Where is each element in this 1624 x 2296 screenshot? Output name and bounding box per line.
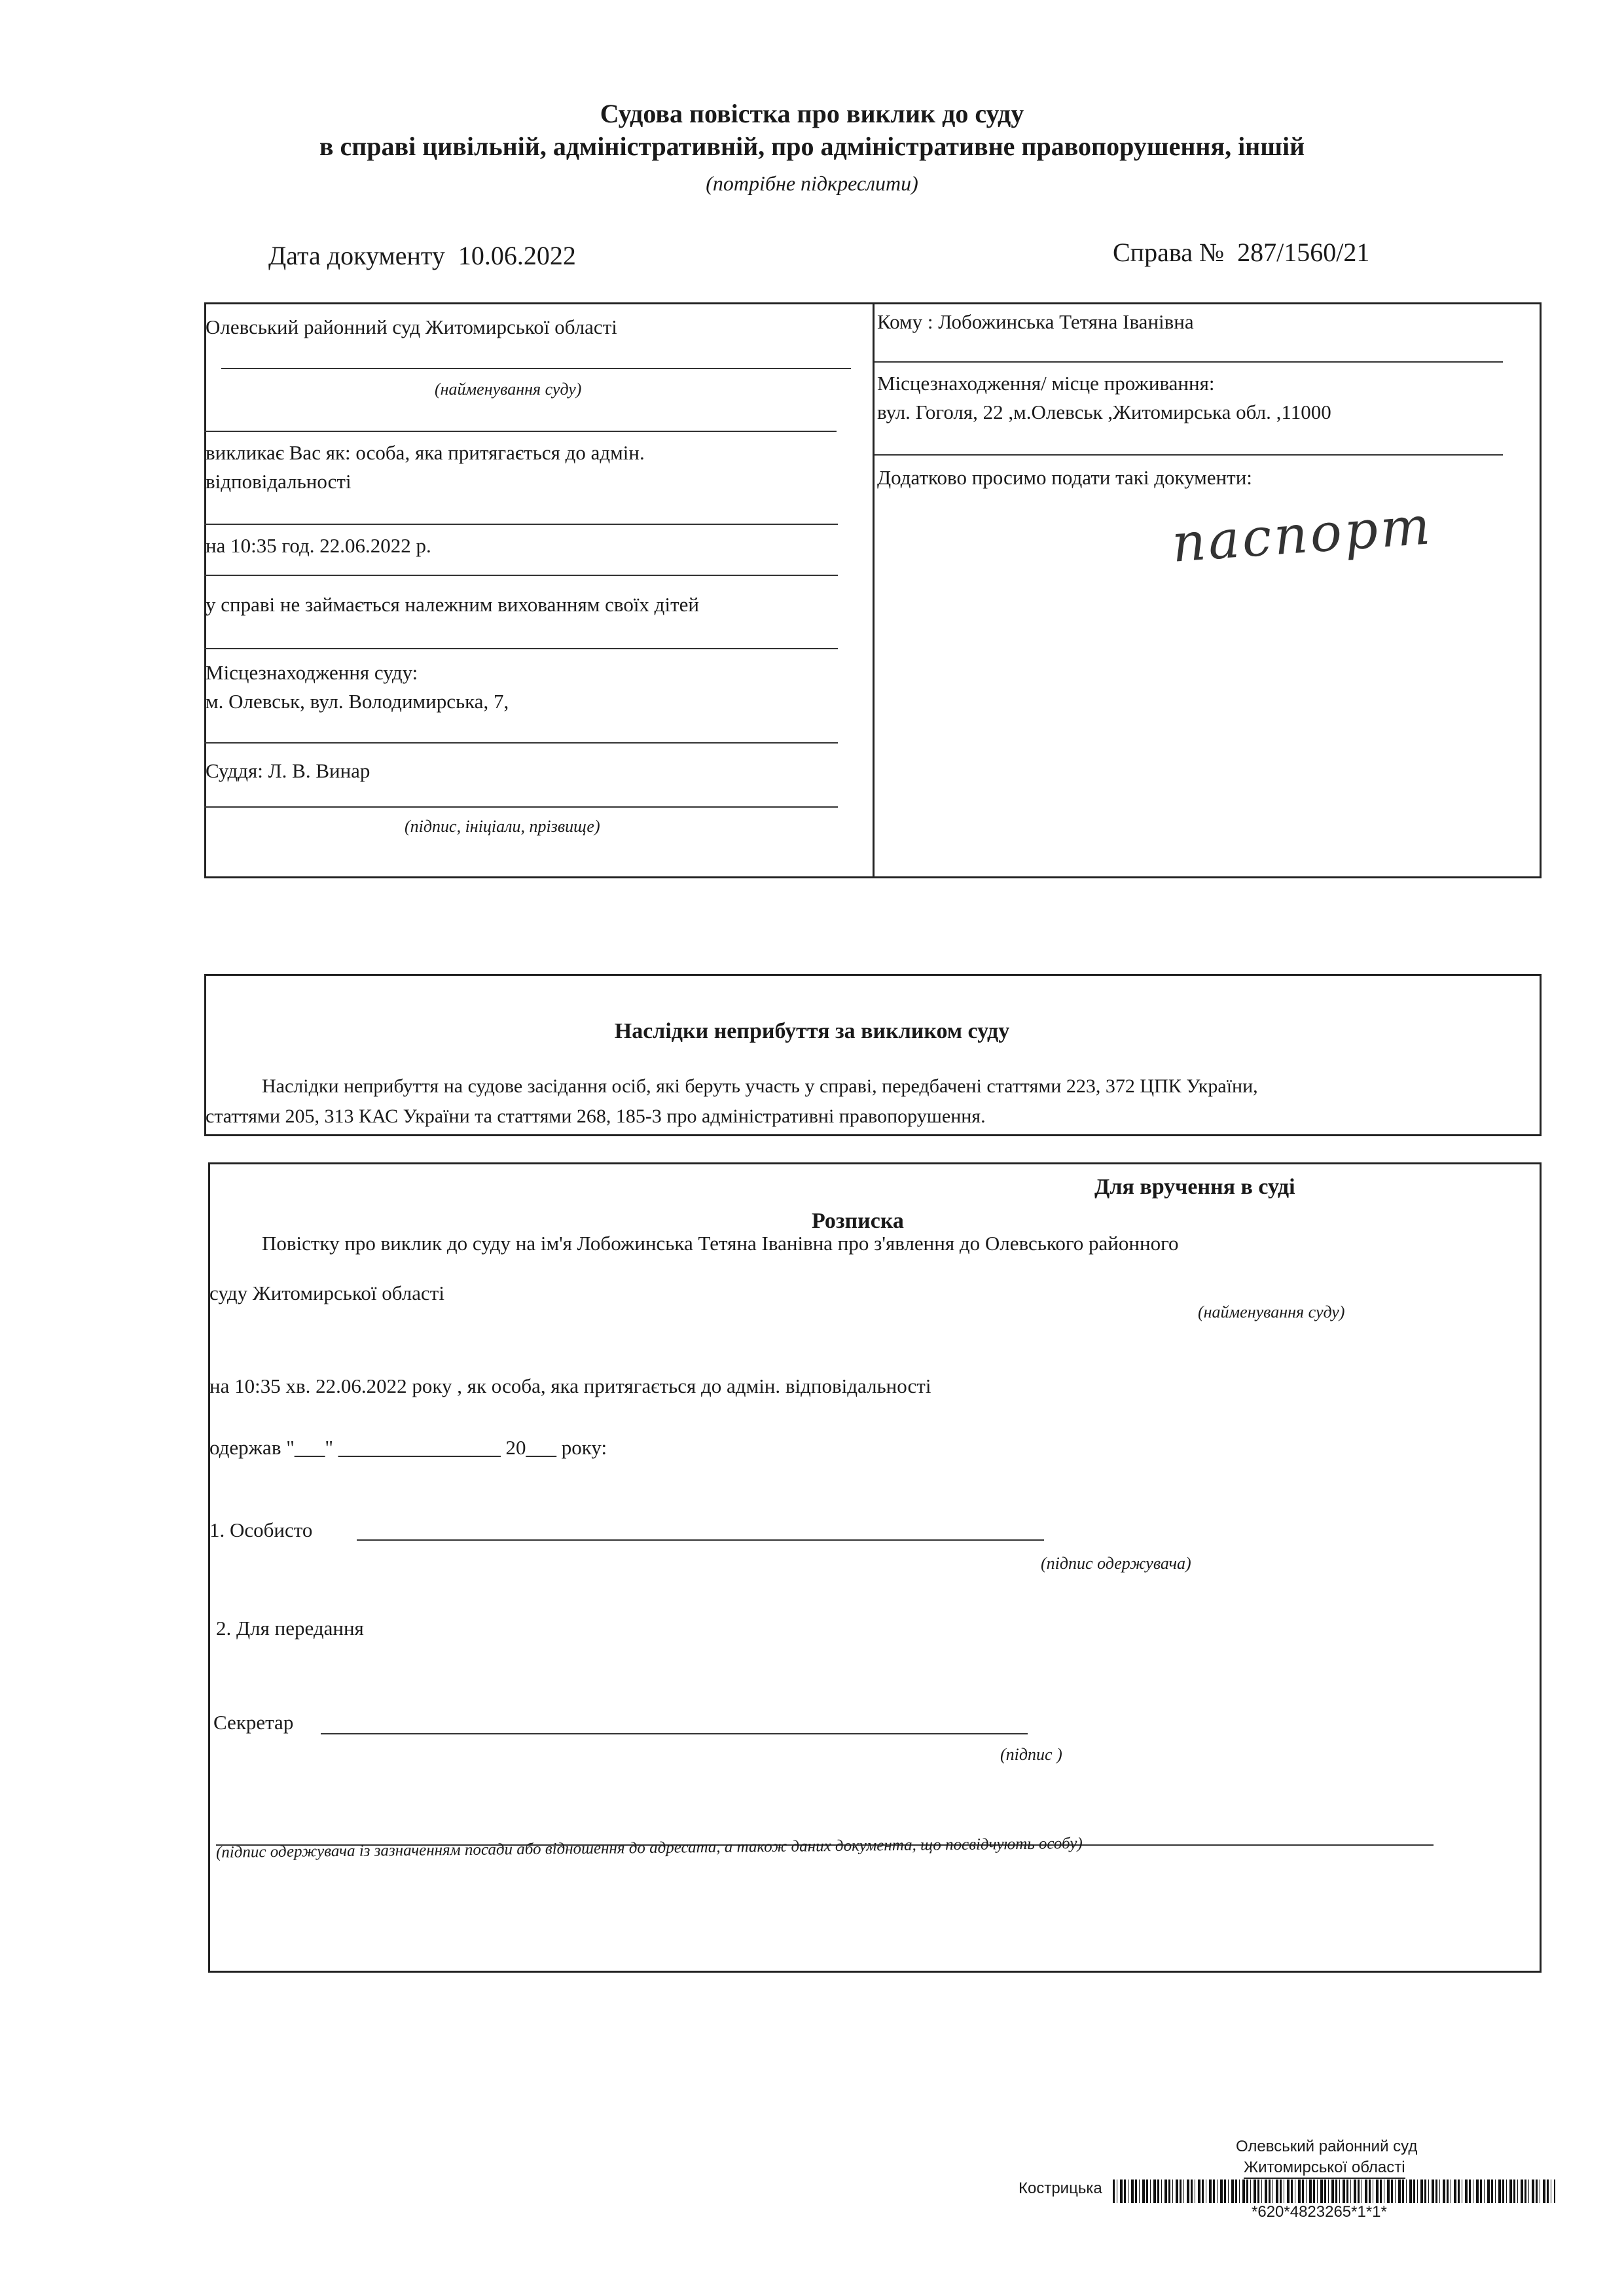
case-label: Справа №	[1113, 238, 1225, 267]
consequences-title: Наслідки неприбуття за викликом суду	[614, 1019, 1010, 1043]
for-transfer-label: 2. Для передання	[216, 1617, 364, 1640]
date-label: Дата документу	[268, 241, 445, 270]
court-location-value: м. Олевськ, вул. Володимирська, 7,	[206, 690, 509, 713]
recipient-signature-caption: (підпис одержувача)	[1041, 1554, 1191, 1573]
date-value: 10.06.2022	[458, 241, 576, 270]
judge-name: Суддя: Л. В. Винар	[206, 759, 370, 782]
recipient: Кому : Лобожинська Тетяна Іванівна	[877, 310, 1194, 333]
secretary-signature-line	[321, 1733, 1028, 1734]
consequences-text-line2: статтями 205, 313 КАС України та статтями 268, 185-3 про адміністративні правопорушення.	[206, 1105, 986, 1127]
personally-signature-line	[357, 1539, 1044, 1541]
court-name-caption: (найменування суду)	[435, 380, 582, 399]
barcode	[1113, 2179, 1555, 2203]
received-line: одержав "___" ________________ 20___ року:	[209, 1436, 607, 1459]
underline-note: (потрібне підкреслити)	[706, 171, 918, 195]
document-subtitle: в справі цивільній, адміністративній, про адміністративне правопорушення, іншій	[319, 132, 1305, 161]
court-location-line	[204, 742, 838, 744]
call-as-line2: відповідальності	[206, 470, 352, 493]
case-number	[1113, 236, 1369, 270]
document-title: Судова повістка про виклик до суду	[600, 99, 1024, 128]
receipt-line2: суду Житомирської області	[209, 1282, 444, 1304]
secretary-signature-caption: (підпис )	[1000, 1745, 1062, 1764]
receipt-footnote: (підпис одержувача із зазначенням посади або відношення до адресата, а також даних документа, що посвідчують особу)	[215, 1835, 1083, 1861]
summons-divider	[873, 302, 875, 878]
receipt-time-line: на 10:35 хв. 22.06.2022 року , як особа, яка притягається до адмін. відповідальності	[209, 1374, 931, 1397]
receipt-line1: Повістку про виклик до суду на ім'я Лобожинська Тетяна Іванівна про з'явлення до Олевського районного	[262, 1232, 1179, 1255]
residence-label: Місцезнаходження/ місце проживання:	[877, 372, 1215, 395]
secretary-label: Секретар	[213, 1711, 294, 1734]
stamp-court-line2: Житомирської області	[1244, 2157, 1405, 2179]
hearing-time: на 10:35 год. 22.06.2022 р.	[206, 534, 431, 557]
handwritten-documents: паспорт	[1170, 495, 1435, 574]
residence-line	[875, 454, 1503, 456]
consequences-text-line1: Наслідки неприбуття на судове засідання осіб, які беруть участь у справі, передбачені статтями 223, 372 ЦПК України,	[262, 1075, 1258, 1097]
court-name: Олевський районний суд Житомирської області	[206, 315, 617, 338]
document-date	[268, 239, 576, 273]
case-value: 287/1560/21	[1237, 238, 1370, 267]
court-location-label: Місцезнаходження суду:	[206, 661, 418, 684]
caption-line	[204, 431, 837, 432]
hearing-time-line	[204, 575, 838, 576]
receipt-title: Розписка	[812, 1209, 904, 1233]
clerk-name: Кострицька	[1019, 2179, 1102, 2197]
barcode-text: *620*4823265*1*1*	[1252, 2203, 1387, 2221]
documents-label: Додатково просимо подати такі документи:	[877, 466, 1252, 489]
judge-line	[204, 806, 838, 808]
judge-caption: (підпис, ініціали, прізвище)	[405, 817, 600, 836]
call-as-line1: викликає Вас як: особа, яка притягається до адмін.	[206, 441, 645, 464]
receipt-court-caption: (найменування суду)	[1198, 1302, 1345, 1321]
case-matter: у справі не займається належним вихованням своїх дітей	[206, 593, 699, 616]
case-matter-line	[204, 648, 838, 649]
court-name-line	[221, 368, 851, 369]
stamp-court-line1: Олевський районний суд	[1236, 2138, 1418, 2155]
call-as-line	[204, 524, 838, 525]
for-court-label: Для вручення в суді	[1094, 1175, 1295, 1199]
residence-value: вул. Гоголя, 22 ,м.Олевськ ,Житомирська обл. ,11000	[877, 401, 1331, 423]
personally-label: 1. Особисто	[209, 1518, 313, 1541]
recipient-line	[875, 361, 1503, 363]
